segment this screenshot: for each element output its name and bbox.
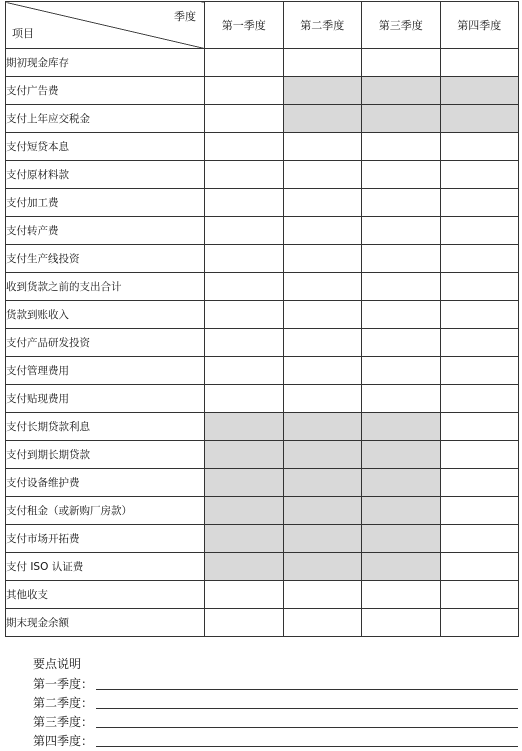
table-row (6, 133, 519, 161)
row-label: 其他收支 (6, 581, 205, 609)
entry-cell-q3[interactable] (362, 329, 441, 357)
entry-cell-q1[interactable] (205, 329, 284, 357)
table-row (6, 161, 519, 189)
shaded-cell-q3 (362, 413, 441, 441)
table-row (6, 217, 519, 245)
table-row (6, 469, 519, 497)
table-row (6, 189, 519, 217)
notes-section (33, 654, 518, 750)
row-label: 支付管理费用 (6, 357, 205, 385)
note-line-q4 (33, 731, 518, 750)
entry-cell-q1[interactable] (205, 245, 284, 273)
table-row (6, 357, 519, 385)
shaded-cell-q2 (283, 497, 362, 525)
row-label: 期初现金库存 (6, 49, 205, 77)
quarter-header-3: 第三季度 (362, 2, 441, 49)
entry-cell-q2[interactable] (283, 385, 362, 413)
quarter-header-1: 第一季度 (205, 2, 284, 49)
entry-cell-q4[interactable] (440, 301, 519, 329)
entry-cell-q4[interactable] (440, 329, 519, 357)
row-label: 收到货款之前的支出合计 (6, 273, 205, 301)
shaded-cell-q1 (205, 497, 284, 525)
entry-cell-q4[interactable] (440, 385, 519, 413)
entry-cell-q2[interactable] (283, 609, 362, 637)
entry-cell-q1[interactable] (205, 161, 284, 189)
entry-cell-q1[interactable] (205, 273, 284, 301)
entry-cell-q4[interactable] (440, 441, 519, 469)
note-label-q1: 第一季度： (33, 677, 94, 691)
note-label-q3: 第三季度： (33, 715, 94, 729)
entry-cell-q3[interactable] (362, 49, 441, 77)
entry-cell-q1[interactable] (205, 217, 284, 245)
row-label: 货款到账收入 (6, 301, 205, 329)
note-line-q2 (33, 693, 518, 712)
shaded-cell-q3 (362, 525, 441, 553)
entry-cell-q1[interactable] (205, 49, 284, 77)
table-row (6, 385, 519, 413)
entry-cell-q4[interactable] (440, 217, 519, 245)
table-row (6, 77, 519, 105)
note-label-q4: 第四季度： (33, 734, 94, 748)
shaded-cell-q1 (205, 553, 284, 581)
table-row (6, 609, 519, 637)
entry-cell-q2[interactable] (283, 49, 362, 77)
entry-cell-q4[interactable] (440, 245, 519, 273)
shaded-cell-q1 (205, 469, 284, 497)
entry-cell-q4[interactable] (440, 357, 519, 385)
entry-cell-q2[interactable] (283, 245, 362, 273)
entry-cell-q4[interactable] (440, 469, 519, 497)
note-label-q2: 第二季度： (33, 696, 94, 710)
entry-cell-q1[interactable] (205, 385, 284, 413)
shaded-cell-q2 (283, 441, 362, 469)
entry-cell-q2[interactable] (283, 329, 362, 357)
corner-quarter-label: 季度 (174, 10, 196, 23)
note-line-q3 (33, 712, 518, 731)
shaded-cell-q4 (440, 77, 519, 105)
entry-cell-q3[interactable] (362, 189, 441, 217)
entry-cell-q3[interactable] (362, 385, 441, 413)
row-label: 支付上年应交税金 (6, 105, 205, 133)
table-row (6, 245, 519, 273)
entry-cell-q2[interactable] (283, 133, 362, 161)
entry-cell-q3[interactable] (362, 161, 441, 189)
entry-cell-q4[interactable] (440, 273, 519, 301)
row-label: 支付生产线投资 (6, 245, 205, 273)
row-label: 支付租金（或新购厂房款） (6, 497, 205, 525)
cash-flow-table (5, 1, 519, 637)
entry-cell-q4[interactable] (440, 161, 519, 189)
row-label: 支付贴现费用 (6, 385, 205, 413)
entry-cell-q2[interactable] (283, 273, 362, 301)
shaded-cell-q1 (205, 525, 284, 553)
entry-cell-q2[interactable] (283, 161, 362, 189)
table-row (6, 301, 519, 329)
shaded-cell-q3 (362, 497, 441, 525)
shaded-cell-q2 (283, 77, 362, 105)
quarter-header-4: 第四季度 (440, 2, 519, 49)
shaded-cell-q1 (205, 413, 284, 441)
entry-cell-q1[interactable] (205, 581, 284, 609)
row-label: 支付长期贷款利息 (6, 413, 205, 441)
entry-cell-q3[interactable] (362, 273, 441, 301)
entry-cell-q1[interactable] (205, 189, 284, 217)
entry-cell-q2[interactable] (283, 217, 362, 245)
shaded-cell-q2 (283, 525, 362, 553)
entry-cell-q3[interactable] (362, 301, 441, 329)
entry-cell-q4[interactable] (440, 413, 519, 441)
note-writing-line-q1[interactable] (96, 689, 518, 690)
shaded-cell-q3 (362, 77, 441, 105)
shaded-cell-q4 (440, 105, 519, 133)
entry-cell-q3[interactable] (362, 217, 441, 245)
entry-cell-q4[interactable] (440, 525, 519, 553)
header-row (6, 2, 519, 49)
entry-cell-q1[interactable] (205, 133, 284, 161)
row-label: 支付加工费 (6, 189, 205, 217)
row-label: 支付 ISO 认证费 (6, 553, 205, 581)
quarter-header-2: 第二季度 (283, 2, 362, 49)
row-label: 支付原材料款 (6, 161, 205, 189)
entry-cell-q1[interactable] (205, 77, 284, 105)
entry-cell-q4[interactable] (440, 133, 519, 161)
shaded-cell-q3 (362, 105, 441, 133)
entry-cell-q3[interactable] (362, 581, 441, 609)
row-label: 支付到期长期贷款 (6, 441, 205, 469)
entry-cell-q4[interactable] (440, 497, 519, 525)
table-body (6, 49, 519, 637)
table-row (6, 581, 519, 609)
entry-cell-q4[interactable] (440, 189, 519, 217)
note-line-q1 (33, 674, 518, 693)
row-label: 支付设备维护费 (6, 469, 205, 497)
table-row (6, 553, 519, 581)
table-row (6, 441, 519, 469)
note-writing-line-q2[interactable] (96, 708, 518, 709)
table-row (6, 413, 519, 441)
shaded-cell-q2 (283, 413, 362, 441)
table-row (6, 329, 519, 357)
entry-cell-q4[interactable] (440, 581, 519, 609)
entry-cell-q2[interactable] (283, 357, 362, 385)
note-writing-line-q3[interactable] (96, 727, 518, 728)
note-writing-line-q4[interactable] (96, 746, 518, 747)
entry-cell-q3[interactable] (362, 133, 441, 161)
row-label: 支付产品研发投资 (6, 329, 205, 357)
corner-item-label: 项目 (12, 27, 34, 40)
entry-cell-q4[interactable] (440, 553, 519, 581)
entry-cell-q1[interactable] (205, 609, 284, 637)
entry-cell-q2[interactable] (283, 189, 362, 217)
table-row (6, 525, 519, 553)
entry-cell-q1[interactable] (205, 357, 284, 385)
entry-cell-q1[interactable] (205, 301, 284, 329)
shaded-cell-q1 (205, 441, 284, 469)
row-label: 支付市场开拓费 (6, 525, 205, 553)
entry-cell-q2[interactable] (283, 301, 362, 329)
shaded-cell-q3 (362, 553, 441, 581)
row-label: 支付转产费 (6, 217, 205, 245)
row-label: 期末现金余额 (6, 609, 205, 637)
shaded-cell-q3 (362, 441, 441, 469)
table-row (6, 273, 519, 301)
notes-title: 要点说明 (33, 657, 82, 671)
shaded-cell-q3 (362, 469, 441, 497)
entry-cell-q4[interactable] (440, 609, 519, 637)
row-label: 支付广告费 (6, 77, 205, 105)
entry-cell-q1[interactable] (205, 105, 284, 133)
entry-cell-q4[interactable] (440, 49, 519, 77)
corner-header-cell (6, 2, 205, 49)
entry-cell-q3[interactable] (362, 609, 441, 637)
shaded-cell-q2 (283, 105, 362, 133)
table-row (6, 105, 519, 133)
shaded-cell-q2 (283, 469, 362, 497)
table-row (6, 497, 519, 525)
row-label: 支付短贷本息 (6, 133, 205, 161)
shaded-cell-q2 (283, 553, 362, 581)
entry-cell-q3[interactable] (362, 357, 441, 385)
entry-cell-q3[interactable] (362, 245, 441, 273)
table-row (6, 49, 519, 77)
entry-cell-q2[interactable] (283, 581, 362, 609)
